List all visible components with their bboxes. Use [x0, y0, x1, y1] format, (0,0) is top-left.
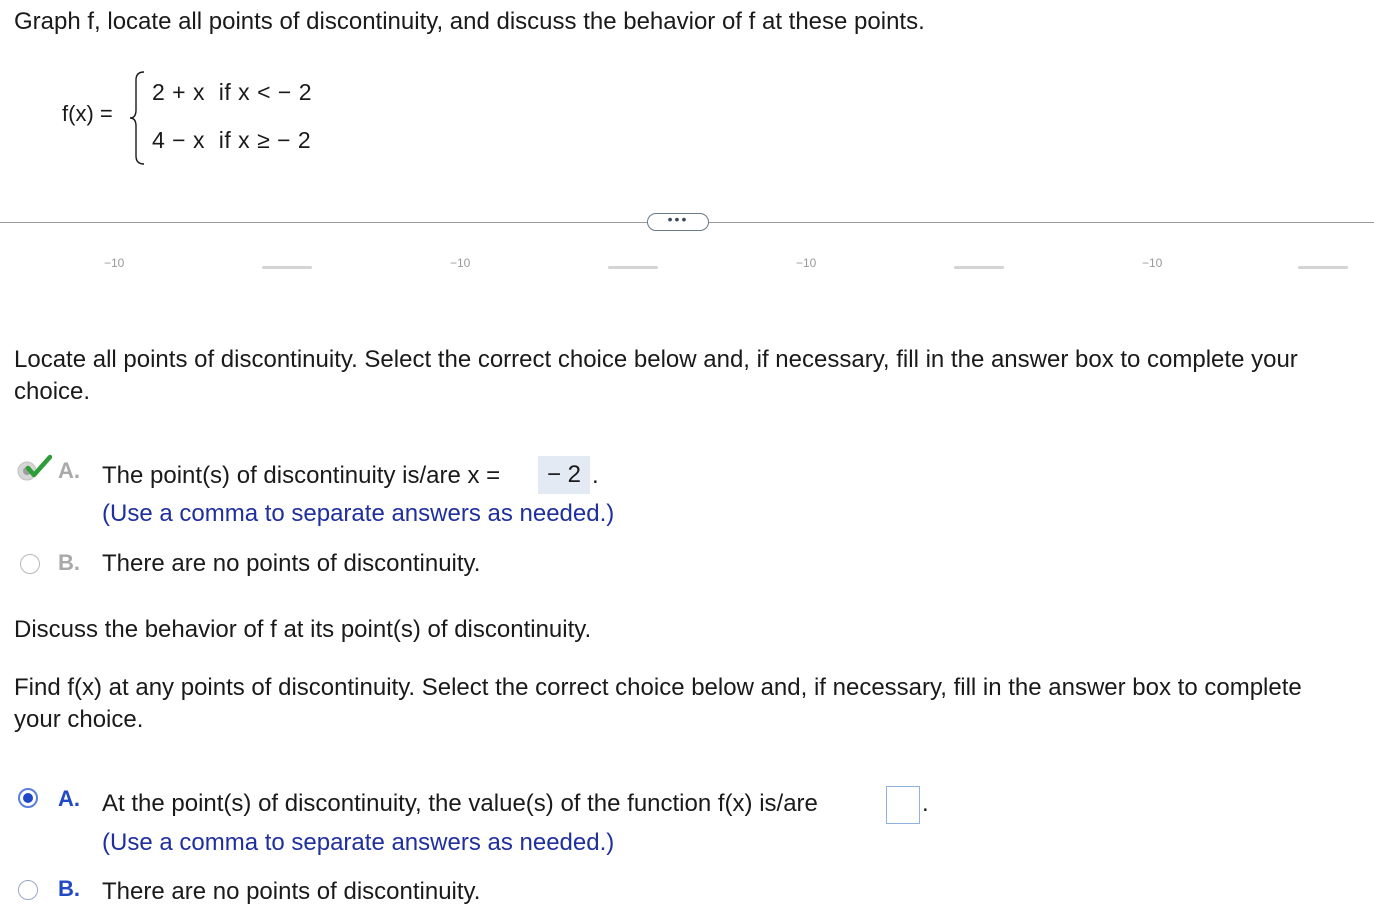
question2-prompt: Find f(x) at any points of discontinuity. Select the correct choice below and, if necessary, fill in the answer box to complete your choice.: [14, 674, 1302, 733]
graph-tick-label: −10: [450, 256, 471, 270]
graph-fragment: [1298, 266, 1348, 269]
q2-option-b-radio[interactable]: [18, 880, 38, 900]
q2-option-a-hint: (Use a comma to separate answers as needed.): [102, 829, 615, 856]
q1-option-a-hint: (Use a comma to separate answers as needed.): [102, 500, 615, 527]
q1-option-a-text: The point(s) of discontinuity is/are x =: [102, 462, 501, 489]
piece-2-condition: if x ≥ − 2: [218, 127, 312, 153]
q1-option-b-radio[interactable]: [20, 554, 40, 574]
q2-option-a-letter: A.: [58, 786, 80, 811]
function-label: f(x) =: [62, 101, 113, 126]
graph-fragment: [262, 266, 312, 269]
piece-2: [152, 124, 311, 156]
piece-1-expr: 2 + x: [152, 79, 206, 105]
q2-option-b-letter: B.: [58, 876, 80, 901]
discussion-heading: Discuss the behavior of f at its point(s) of discontinuity.: [14, 616, 592, 643]
q2-answer-input[interactable]: [886, 786, 920, 824]
more-options-button[interactable]: •••: [647, 213, 709, 231]
piece-1: [152, 76, 312, 108]
problem-title: Graph f, locate all points of discontinuity, and discuss the behavior of f at these points.: [14, 8, 925, 35]
q1-option-b-text: There are no points of discontinuity.: [102, 550, 481, 577]
graph-tick-label: −10: [1142, 256, 1163, 270]
piece-1-condition: if x < − 2: [218, 79, 313, 105]
piece-2-expr: 4 − x: [152, 127, 206, 153]
q2-option-a-text: At the point(s) of discontinuity, the value(s) of the function f(x) is/are: [102, 790, 818, 817]
q1-answer-suffix: .: [592, 462, 599, 489]
graph-tick-label: −10: [104, 256, 125, 270]
q1-answer-filled: − 2: [538, 456, 590, 494]
correct-checkmark-icon: [16, 454, 52, 482]
graph-fragment: [608, 266, 658, 269]
piecewise-brace-icon: [128, 70, 148, 166]
q2-answer-suffix: .: [922, 790, 929, 817]
question1-prompt: Locate all points of discontinuity. Select the correct choice below and, if necessary, fill in the answer box to complete your choice.: [14, 346, 1298, 405]
graph-fragment: [954, 266, 1004, 269]
graph-tick-label: −10: [796, 256, 817, 270]
q2-option-a-radio[interactable]: [18, 788, 38, 808]
q1-option-a-letter: A.: [58, 458, 80, 483]
q1-option-b-letter: B.: [58, 550, 80, 575]
q2-option-b-text: There are no points of discontinuity.: [102, 878, 481, 905]
